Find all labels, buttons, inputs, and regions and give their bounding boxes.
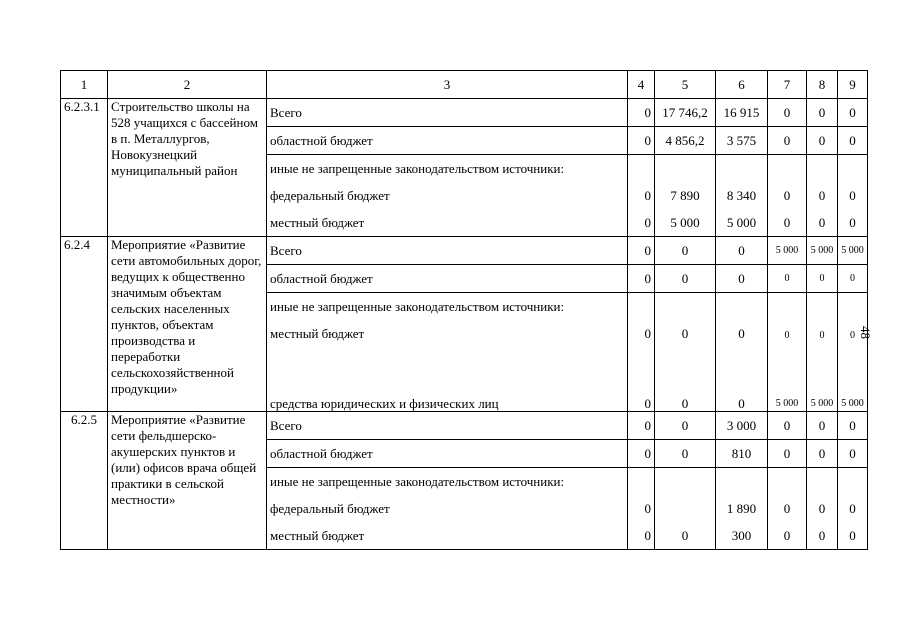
source-label: местный бюджет [267, 522, 628, 550]
header-cell: 6 [716, 71, 768, 99]
value-cell: 1 890 [716, 495, 768, 522]
row-title: Мероприятие «Развитие сети фельдшерско-акушерских пунктов и (или) офисов врача общей практики в сельской местности» [108, 412, 267, 550]
value-cell: 0 [807, 182, 838, 209]
value-cell: 3 000 [716, 412, 768, 440]
value-cell: 0 [628, 127, 655, 155]
value-cell: 0 [768, 320, 807, 384]
value-cell: 0 [716, 237, 768, 265]
header-cell: 1 [61, 71, 108, 99]
value-cell: 0 [628, 384, 655, 412]
value-cell: 0 [768, 440, 807, 468]
value-cell: 0 [655, 412, 716, 440]
value-cell: 0 [716, 320, 768, 384]
value-cell: 0 [655, 237, 716, 265]
value-cell: 0 [628, 99, 655, 127]
value-cell: 0 [838, 320, 868, 384]
value-cell: 0 [628, 209, 655, 237]
value-cell: 5 000 [768, 384, 807, 412]
header-cell: 7 [768, 71, 807, 99]
value-cell: 0 [838, 495, 868, 522]
source-label: Всего [267, 412, 628, 440]
value-cell: 0 [655, 522, 716, 550]
value-cell: 0 [628, 182, 655, 209]
source-label: иные не запрещенные законодательством источники: [267, 155, 628, 183]
source-label: областной бюджет [267, 265, 628, 293]
value-cell: 0 [716, 265, 768, 293]
row-title: Строительство школы на 528 учащихся с бассейном в п. Металлургов, Новокузнецкий муниципальный район [108, 99, 267, 237]
source-label: федеральный бюджет [267, 495, 628, 522]
value-cell: 0 [838, 127, 868, 155]
value-cell: 0 [628, 265, 655, 293]
row-code: 6.2.3.1 [61, 99, 108, 237]
source-label: местный бюджет [267, 320, 628, 384]
value-cell: 0 [768, 265, 807, 293]
value-cell: 16 915 [716, 99, 768, 127]
table-row [61, 99, 868, 127]
value-cell: 5 000 [807, 384, 838, 412]
value-cell: 7 890 [655, 182, 716, 209]
source-label: областной бюджет [267, 127, 628, 155]
value-cell: 3 575 [716, 127, 768, 155]
value-cell: 0 [768, 182, 807, 209]
value-cell: 0 [768, 99, 807, 127]
value-cell [655, 495, 716, 522]
value-cell: 0 [768, 209, 807, 237]
value-cell: 0 [716, 384, 768, 412]
source-label: иные не запрещенные законодательством источники: [267, 293, 628, 321]
source-label: местный бюджет [267, 209, 628, 237]
header-cell: 2 [108, 71, 267, 99]
value-cell: 0 [807, 209, 838, 237]
value-cell: 0 [628, 412, 655, 440]
header-cell: 5 [655, 71, 716, 99]
value-cell: 0 [807, 127, 838, 155]
value-cell: 17 746,2 [655, 99, 716, 127]
header-cell: 4 [628, 71, 655, 99]
value-cell: 8 340 [716, 182, 768, 209]
table-row [61, 237, 868, 265]
value-cell: 0 [838, 265, 868, 293]
value-cell: 0 [807, 412, 838, 440]
value-cell: 0 [768, 412, 807, 440]
row-code: 6.2.4 [61, 237, 108, 412]
source-label: федеральный бюджет [267, 182, 628, 209]
header-row [61, 71, 868, 99]
value-cell: 0 [628, 320, 655, 384]
value-cell: 300 [716, 522, 768, 550]
source-label: иные не запрещенные законодательством источники: [267, 468, 628, 496]
value-cell: 0 [807, 495, 838, 522]
value-cell: 0 [768, 495, 807, 522]
source-label: Всего [267, 99, 628, 127]
budget-table [60, 70, 868, 550]
source-label: Всего [267, 237, 628, 265]
table-row [61, 412, 868, 440]
value-cell: 0 [807, 99, 838, 127]
value-cell: 5 000 [838, 384, 868, 412]
value-cell: 0 [628, 440, 655, 468]
source-label: областной бюджет [267, 440, 628, 468]
value-cell: 0 [838, 209, 868, 237]
value-cell: 0 [628, 522, 655, 550]
value-cell: 0 [655, 384, 716, 412]
value-cell: 0 [655, 320, 716, 384]
header-cell: 9 [838, 71, 868, 99]
value-cell: 0 [768, 127, 807, 155]
page-number: 48 [858, 326, 873, 339]
value-cell: 5 000 [768, 237, 807, 265]
value-cell: 0 [807, 440, 838, 468]
value-cell: 5 000 [716, 209, 768, 237]
value-cell: 0 [655, 265, 716, 293]
value-cell: 5 000 [807, 237, 838, 265]
value-cell: 0 [807, 320, 838, 384]
header-cell: 3 [267, 71, 628, 99]
header-cell: 8 [807, 71, 838, 99]
value-cell: 0 [838, 440, 868, 468]
value-cell: 5 000 [838, 237, 868, 265]
row-title: Мероприятие «Развитие сети автомобильных дорог, ведущих к общественно значимым объектам сельских населенных пунктов, объектам производства и переработки сельскохозяйственной продукции» [108, 237, 267, 412]
value-cell: 0 [628, 237, 655, 265]
value-cell: 5 000 [655, 209, 716, 237]
value-cell: 4 856,2 [655, 127, 716, 155]
source-label: средства юридических и физических лиц [267, 384, 628, 412]
value-cell: 810 [716, 440, 768, 468]
value-cell: 0 [807, 522, 838, 550]
value-cell: 0 [838, 522, 868, 550]
value-cell: 0 [838, 99, 868, 127]
row-code: 6.2.5 [61, 412, 108, 550]
value-cell: 0 [838, 182, 868, 209]
value-cell: 0 [838, 412, 868, 440]
value-cell: 0 [628, 495, 655, 522]
value-cell: 0 [768, 522, 807, 550]
value-cell: 0 [807, 265, 838, 293]
value-cell: 0 [655, 440, 716, 468]
